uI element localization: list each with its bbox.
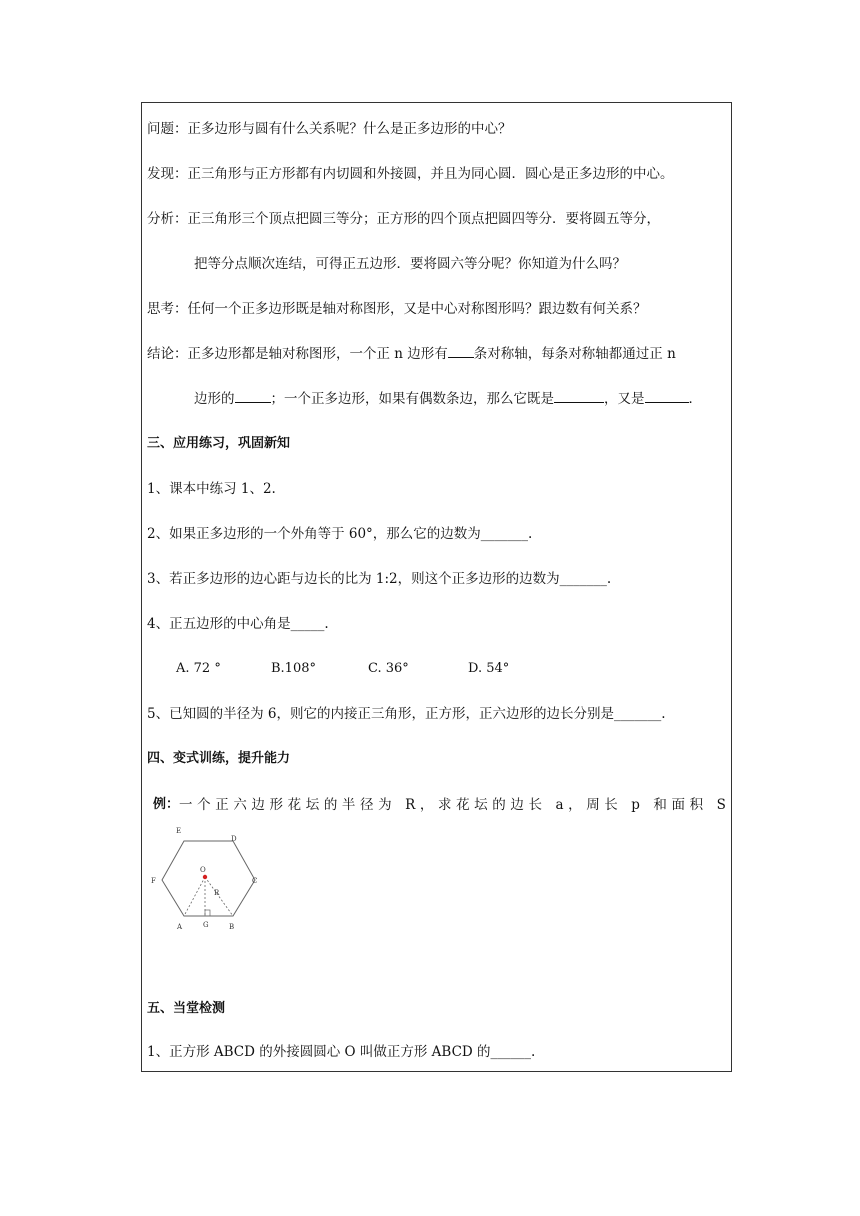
label-f: F: [151, 877, 156, 885]
center-point: [203, 875, 207, 879]
option-b: B.108°: [271, 661, 316, 676]
conclusion-line: [147, 345, 676, 363]
label-a: A: [177, 923, 183, 931]
conclusion-line-2: [194, 390, 702, 408]
check-1: 1、正方形 ABCD 的外接圆圆心 O 叫做正方形 ABCD 的______.: [147, 1044, 536, 1060]
option-c: C. 36°: [368, 661, 409, 676]
label-g: G: [203, 921, 209, 929]
option-a: A. 72 °: [176, 661, 221, 676]
blank-symmetry-2: [645, 390, 689, 403]
blank-axis-count: [448, 345, 474, 358]
label-c: C: [252, 877, 258, 885]
conclusion2-text-a: 边形的: [194, 391, 235, 407]
radius-oa: [184, 877, 205, 916]
question-line: 问题：正多边形与圆有什么关系呢？什么是正多边形的中心？: [147, 121, 512, 137]
analysis-line: 分析：正三角形三个顶点把圆三等分；正方形的四个顶点把圆四等分．要将圆五等分，: [147, 211, 660, 227]
analysis-line-2: 把等分点顺次连结，可得正五边形．要将圆六等分呢？你知道为什么吗？: [194, 256, 626, 272]
example-line: [153, 796, 731, 814]
exercise-2: 2、如果正多边形的一个外角等于 60°，那么它的边数为_______.: [147, 526, 533, 542]
blank-center: [235, 390, 271, 403]
example-label: 例：: [153, 797, 180, 812]
right-angle-mark: [205, 910, 210, 916]
example-text: 一个正六边形花坛的半径为 R，求花坛的边长 a，周长 p 和面积 S: [179, 797, 731, 813]
label-o: O: [200, 866, 206, 874]
label-r: R: [214, 889, 220, 897]
hexagon-diagram: [145, 824, 275, 936]
section-4-heading: 四、变式训练，提升能力: [147, 751, 291, 766]
section-3-heading: 三、应用练习，巩固新知: [147, 436, 291, 451]
conclusion2-text-c: ，又是: [604, 391, 645, 407]
label-b: B: [229, 923, 235, 931]
exercise-5: 5、已知圆的半径为 6，则它的内接正三角形，正方形，正六边形的边长分别是_______.: [147, 706, 666, 722]
label-d: D: [231, 835, 237, 843]
conclusion2-text-b: ；一个正多边形，如果有偶数条边，那么它既是: [270, 391, 554, 407]
discovery-line: 发现：正三角形与正方形都有内切圆和外接圆，并且为同心圆．圆心是正多边形的中心。: [147, 166, 674, 182]
blank-symmetry-1: [554, 390, 604, 403]
label-e: E: [176, 827, 182, 835]
hexagon-shape: [162, 841, 258, 916]
conclusion2-text-d: ．: [688, 391, 702, 407]
conclusion-text-a: 结论：正多边形都是轴对称图形，一个正 n 边形有: [147, 346, 448, 362]
exercise-4: 4、正五边形的中心角是_____.: [147, 616, 329, 632]
think-line: 思考：任何一个正多边形既是轴对称图形，又是中心对称图形吗？跟边数有何关系？: [147, 301, 647, 317]
exercise-3: 3、若正多边形的边心距与边长的比为 1:2，则这个正多边形的边数为_______.: [147, 571, 612, 587]
section-5-heading: 五、当堂检测: [147, 1001, 226, 1016]
conclusion-text-b: 条对称轴，每条对称轴都通过正 n: [473, 346, 676, 362]
option-d: D. 54°: [468, 661, 510, 676]
exercise-1: 1、课本中练习 1、2.: [147, 481, 276, 497]
